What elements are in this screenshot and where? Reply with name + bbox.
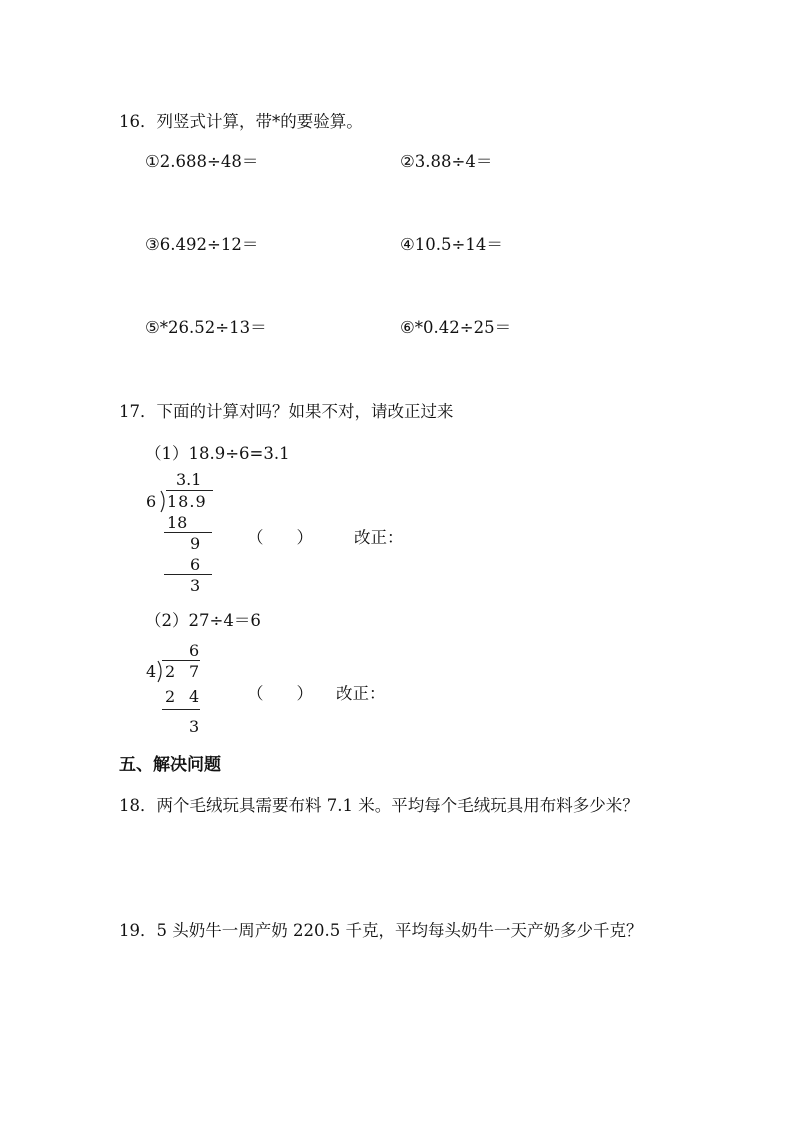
- ld2-dividend-digit2: 7: [189, 662, 200, 681]
- ld1-bar: [166, 490, 213, 491]
- long-division-2: [140, 640, 230, 740]
- ld1-line2: [164, 574, 212, 575]
- ld2-step-digit2: 4: [189, 687, 200, 706]
- q16-item-2: ②3.88÷4＝: [400, 152, 493, 171]
- q17-part1-judge-box[interactable]: （ ）: [247, 528, 313, 547]
- q16-item-4: ④10.5÷14＝: [400, 235, 503, 254]
- q17-part2-judge-box[interactable]: （ ）: [247, 684, 313, 703]
- ld2-bar: [162, 660, 200, 661]
- ld2-divisor: 4: [146, 662, 157, 681]
- q16-item-3: ③6.492÷12＝: [145, 235, 259, 254]
- ld1-remainder: 3: [190, 576, 201, 595]
- ld2-remainder: 3: [189, 717, 200, 736]
- ld1-step1: 18: [167, 513, 188, 532]
- ld2-line1: [162, 709, 200, 710]
- q18-text: 18．两个毛绒玩具需要布料 7.1 米。平均每个毛绒玩具用布料多少米？: [119, 796, 639, 815]
- q17-part2-label: （2）27÷4＝6: [145, 611, 261, 630]
- q17-part1-label: （1）18.9÷6=3.1: [145, 444, 290, 463]
- q17-part2-fix-label: 改正：: [336, 684, 386, 703]
- long-division-1: [140, 468, 230, 608]
- q16-item-5: ⑤*26.52÷13＝: [145, 318, 267, 337]
- q19-text: 19．5 头奶牛一周产奶 220.5 千克，平均每头奶牛一天产奶多少千克？: [119, 921, 643, 940]
- section-5-heading: 五、解决问题: [119, 755, 221, 775]
- q17-part1-fix-label: 改正：: [354, 528, 404, 547]
- q16-title: 16．列竖式计算，带*的要验算。: [119, 112, 363, 131]
- ld1-step2: 9: [190, 534, 201, 553]
- ld1-dividend: 18.9: [167, 492, 207, 511]
- ld2-dividend-digit1: 2: [165, 662, 176, 681]
- ld1-divisor: 6: [146, 492, 157, 511]
- ld1-step3: 6: [190, 555, 201, 574]
- ld1-quotient: 3.1: [176, 470, 202, 489]
- ld2-quotient: 6: [189, 641, 200, 660]
- q16-item-1: ①2.688÷48＝: [145, 152, 259, 171]
- ld2-division-bracket: [155, 660, 165, 684]
- q16-item-6: ⑥*0.42÷25＝: [400, 318, 512, 337]
- ld2-step-digit1: 2: [165, 687, 176, 706]
- q17-title: 17．下面的计算对吗？如果不对，请改正过来: [119, 402, 454, 421]
- ld1-line1: [164, 532, 212, 533]
